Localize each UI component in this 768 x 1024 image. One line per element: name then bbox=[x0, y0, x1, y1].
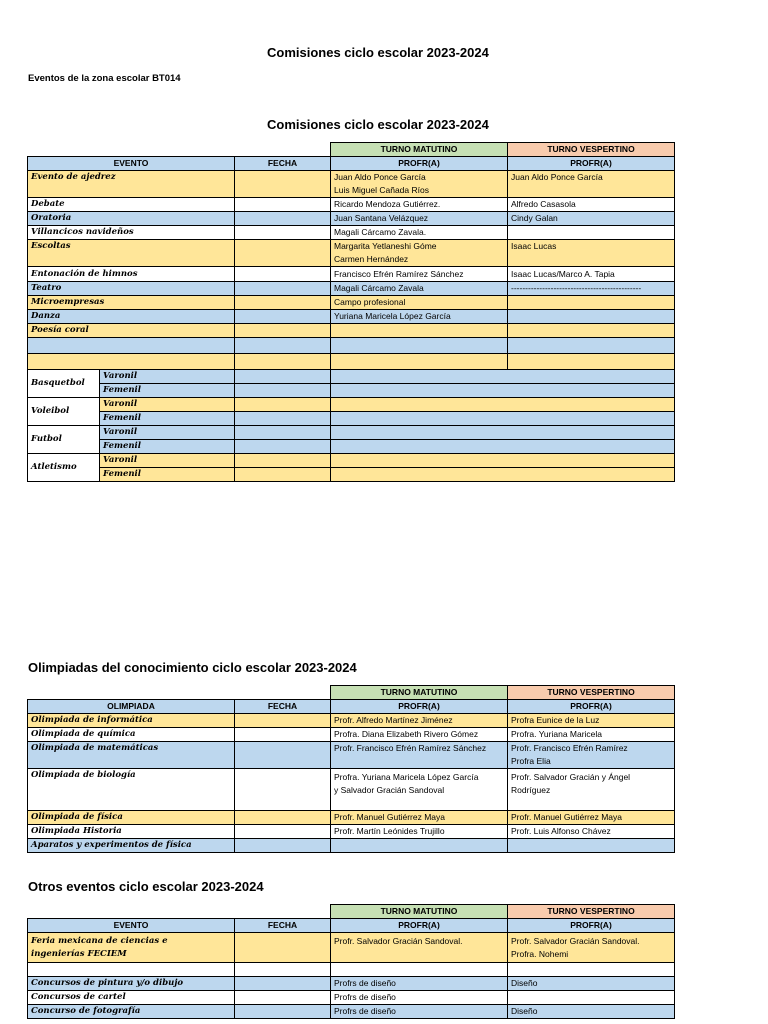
table-row bbox=[28, 310, 675, 324]
fecha-cell bbox=[235, 370, 331, 384]
profr-vespertino-cell bbox=[508, 991, 675, 1005]
fecha-cell bbox=[235, 296, 331, 310]
evento-line: ingenierías FECIEM bbox=[31, 949, 127, 959]
table-row bbox=[28, 296, 675, 310]
col-profr-matutino: PROFR(A) bbox=[331, 919, 508, 933]
profr-name: Margarita Yetlaneshi Góme bbox=[334, 241, 437, 251]
profr-matutino-cell: Yuriana Maricela López García bbox=[331, 310, 508, 324]
profr-name: Profr. Salvador Gracián y Ángel bbox=[511, 772, 631, 782]
profr-vespertino-cell: Cindy Galan bbox=[508, 212, 675, 226]
profr-vespertino-cell: Isaac Lucas/Marco A. Tapia bbox=[508, 267, 675, 282]
profr-matutino-cell: Profrs de diseño bbox=[331, 1005, 508, 1019]
fecha-cell bbox=[235, 240, 331, 267]
profr-vespertino-cell: Diseño bbox=[508, 1005, 675, 1019]
fecha-cell bbox=[235, 977, 331, 991]
table-row bbox=[28, 728, 675, 742]
col-fecha: FECHA bbox=[235, 919, 331, 933]
olimpiada-cell: Aparatos y experimentos de física bbox=[28, 839, 235, 853]
olimpiada-cell: Olimpiada de informática bbox=[28, 714, 235, 728]
turno-matutino-header: TURNO MATUTINO bbox=[331, 686, 508, 700]
fecha-cell bbox=[235, 226, 331, 240]
fecha-cell bbox=[235, 714, 331, 728]
table-row bbox=[28, 267, 675, 282]
col-profr-matutino: PROFR(A) bbox=[331, 700, 508, 714]
table-row bbox=[28, 398, 675, 412]
profr-vespertino-cell: Profra Eunice de la Luz bbox=[508, 714, 675, 728]
profr-matutino-cell: Campo profesional bbox=[331, 296, 508, 310]
femenil-cell: Femenil bbox=[100, 468, 235, 482]
evento-cell bbox=[28, 963, 235, 977]
profr-matutino-cell: Profrs de diseño bbox=[331, 991, 508, 1005]
table-row bbox=[28, 171, 675, 198]
profr-name: Profr. Francisco Efrén Ramírez bbox=[511, 743, 628, 753]
fecha-cell bbox=[235, 769, 331, 811]
evento-line: Feria mexicana de ciencias e bbox=[31, 936, 168, 946]
profr-vespertino-cell bbox=[508, 963, 675, 977]
evento-cell: Entonación de himnos bbox=[28, 267, 235, 282]
profr-matutino-cell bbox=[331, 769, 508, 811]
profr-matutino-cell: Magali Cárcamo Zavala bbox=[331, 282, 508, 296]
profr-vespertino-cell bbox=[508, 742, 675, 769]
profr-cell bbox=[331, 384, 675, 398]
varonil-cell: Varonil bbox=[100, 454, 235, 468]
table-row bbox=[28, 338, 675, 354]
col-fecha: FECHA bbox=[235, 157, 331, 171]
profr-matutino-cell: Profr. Manuel Gutiérrez Maya bbox=[331, 811, 508, 825]
fecha-cell bbox=[235, 384, 331, 398]
page-title: Comisiones ciclo escolar 2023-2024 bbox=[267, 45, 489, 60]
evento-cell bbox=[28, 338, 235, 354]
profr-cell bbox=[331, 398, 675, 412]
profr-cell bbox=[331, 440, 675, 454]
profr-matutino-cell: Profr. Martín Leónides Trujillo bbox=[331, 825, 508, 839]
table-row bbox=[28, 468, 675, 482]
evento-cell: Poesía coral bbox=[28, 324, 235, 338]
table-row bbox=[28, 839, 675, 853]
profr-vespertino-cell: Profr. Manuel Gutiérrez Maya bbox=[508, 811, 675, 825]
profr-matutino-cell: Profrs de diseño bbox=[331, 977, 508, 991]
femenil-cell: Femenil bbox=[100, 384, 235, 398]
col-profr-vespertino: PROFR(A) bbox=[508, 700, 675, 714]
table-row bbox=[28, 454, 675, 468]
fecha-cell bbox=[235, 933, 331, 963]
fecha-cell bbox=[235, 282, 331, 296]
femenil-cell: Femenil bbox=[100, 412, 235, 426]
fecha-cell bbox=[235, 354, 331, 370]
evento-cell: Debate bbox=[28, 198, 235, 212]
olimpiadas-table bbox=[27, 685, 675, 853]
sport-name: Voleibol bbox=[28, 398, 100, 426]
otros-title: Otros eventos ciclo escolar 2023-2024 bbox=[28, 879, 264, 894]
fecha-cell bbox=[235, 825, 331, 839]
table-row bbox=[28, 991, 675, 1005]
profr-vespertino-cell bbox=[508, 296, 675, 310]
evento-cell bbox=[28, 933, 235, 963]
table-row bbox=[28, 412, 675, 426]
sport-name: Basquetbol bbox=[28, 370, 100, 398]
profr-matutino-cell bbox=[331, 354, 508, 370]
fecha-cell bbox=[235, 212, 331, 226]
table-row bbox=[28, 324, 675, 338]
profr-vespertino-cell: Isaac Lucas bbox=[508, 240, 675, 267]
comisiones-title: Comisiones ciclo escolar 2023-2024 bbox=[267, 117, 489, 132]
profr-cell bbox=[331, 454, 675, 468]
table-row bbox=[28, 384, 675, 398]
varonil-cell: Varonil bbox=[100, 426, 235, 440]
fecha-cell bbox=[235, 742, 331, 769]
blank-cell bbox=[28, 143, 235, 157]
table-row bbox=[28, 426, 675, 440]
olimpiada-cell: Olimpiada de física bbox=[28, 811, 235, 825]
olimpiada-cell: Olimpiada de matemáticas bbox=[28, 742, 235, 769]
col-evento: EVENTO bbox=[28, 157, 235, 171]
col-fecha: FECHA bbox=[235, 700, 331, 714]
profr-cell bbox=[331, 370, 675, 384]
olimpiada-cell: Olimpiada de biología bbox=[28, 769, 235, 811]
sport-name: Futbol bbox=[28, 426, 100, 454]
table-row bbox=[28, 977, 675, 991]
col-olimpiada: OLIMPIADA bbox=[28, 700, 235, 714]
evento-cell: Concursos de pintura y/o dibujo bbox=[28, 977, 235, 991]
profr-name: Juan Aldo Ponce García bbox=[334, 172, 426, 182]
profr-vespertino-cell bbox=[508, 310, 675, 324]
sport-name: Atletismo bbox=[28, 454, 100, 482]
profr-matutino-cell: Profr. Francisco Efrén Ramírez Sánchez bbox=[331, 742, 508, 769]
table-row bbox=[28, 354, 675, 370]
table-row bbox=[28, 1005, 675, 1019]
profr-vespertino-cell: Diseño bbox=[508, 977, 675, 991]
profr-matutino-cell: Juan Santana Velázquez bbox=[331, 212, 508, 226]
table-row bbox=[28, 933, 675, 963]
profr-matutino-cell: Profra. Diana Elizabeth Rivero Gómez bbox=[331, 728, 508, 742]
evento-cell: Villancicos navideños bbox=[28, 226, 235, 240]
turno-vespertino-header: TURNO VESPERTINO bbox=[508, 905, 675, 919]
table-row bbox=[28, 282, 675, 296]
profr-vespertino-cell bbox=[508, 226, 675, 240]
profr-vespertino-cell: Alfredo Casasola bbox=[508, 198, 675, 212]
profr-vespertino-cell bbox=[508, 324, 675, 338]
profr-name: Rodríguez bbox=[511, 785, 551, 795]
profr-matutino-cell: Francisco Efrén Ramírez Sánchez bbox=[331, 267, 508, 282]
table-row bbox=[28, 769, 675, 811]
blank-cell bbox=[235, 143, 331, 157]
profr-name: Carmen Hernández bbox=[334, 254, 409, 264]
table-row bbox=[28, 198, 675, 212]
fecha-cell bbox=[235, 991, 331, 1005]
turno-matutino-header: TURNO MATUTINO bbox=[331, 905, 508, 919]
profr-vespertino-cell bbox=[508, 354, 675, 370]
profr-vespertino-cell: Profr. Luis Alfonso Chávez bbox=[508, 825, 675, 839]
blank-cell bbox=[235, 686, 331, 700]
profr-vespertino-cell bbox=[508, 769, 675, 811]
profr-matutino-cell bbox=[331, 324, 508, 338]
evento-cell: Oratoria bbox=[28, 212, 235, 226]
fecha-cell bbox=[235, 440, 331, 454]
profr-matutino-cell bbox=[331, 839, 508, 853]
femenil-cell: Femenil bbox=[100, 440, 235, 454]
olimpiadas-title: Olimpiadas del conocimiento ciclo escolar 2023-2024 bbox=[28, 660, 357, 675]
table-row bbox=[28, 963, 675, 977]
varonil-cell: Varonil bbox=[100, 370, 235, 384]
turno-vespertino-header: TURNO VESPERTINO bbox=[508, 143, 675, 157]
varonil-cell: Varonil bbox=[100, 398, 235, 412]
fecha-cell bbox=[235, 412, 331, 426]
profr-matutino-cell: Magali Cárcamo Zavala. bbox=[331, 226, 508, 240]
profr-name: Profra. Nohemi bbox=[511, 949, 569, 959]
fecha-cell bbox=[235, 1005, 331, 1019]
evento-cell bbox=[28, 354, 235, 370]
profr-matutino-cell: Profr. Alfredo Martínez Jiménez bbox=[331, 714, 508, 728]
col-profr-vespertino: PROFR(A) bbox=[508, 919, 675, 933]
turno-matutino-header: TURNO MATUTINO bbox=[331, 143, 508, 157]
profr-name: Profra Elia bbox=[511, 756, 551, 766]
profr-vespertino-cell bbox=[508, 338, 675, 354]
fecha-cell bbox=[235, 454, 331, 468]
table-row bbox=[28, 811, 675, 825]
evento-cell: Escoltas bbox=[28, 240, 235, 267]
col-evento: EVENTO bbox=[28, 919, 235, 933]
fecha-cell bbox=[235, 338, 331, 354]
table-row bbox=[28, 240, 675, 267]
col-profr-matutino: PROFR(A) bbox=[331, 157, 508, 171]
profr-matutino-cell bbox=[331, 240, 508, 267]
profr-name: Profr. Salvador Gracián Sandoval. bbox=[511, 936, 640, 946]
table-row bbox=[28, 825, 675, 839]
table-row bbox=[28, 370, 675, 384]
profr-matutino-cell: Profr. Salvador Gracián Sandoval. bbox=[331, 933, 508, 963]
fecha-cell bbox=[235, 198, 331, 212]
fecha-cell bbox=[235, 398, 331, 412]
evento-cell: Teatro bbox=[28, 282, 235, 296]
profr-matutino-cell: Ricardo Mendoza Gutiérrez. bbox=[331, 198, 508, 212]
evento-cell: Concursos de cartel bbox=[28, 991, 235, 1005]
col-profr-vespertino: PROFR(A) bbox=[508, 157, 675, 171]
evento-cell: Evento de ajedrez bbox=[28, 171, 235, 198]
evento-cell: Concurso de fotografía bbox=[28, 1005, 235, 1019]
fecha-cell bbox=[235, 963, 331, 977]
evento-cell: Danza bbox=[28, 310, 235, 324]
fecha-cell bbox=[235, 468, 331, 482]
profr-name: y Salvador Gracián Sandoval bbox=[334, 785, 445, 795]
table-row bbox=[28, 226, 675, 240]
turno-vespertino-header: TURNO VESPERTINO bbox=[508, 686, 675, 700]
profr-cell bbox=[331, 426, 675, 440]
profr-cell bbox=[331, 468, 675, 482]
olimpiada-cell: Olimpiada Historia bbox=[28, 825, 235, 839]
fecha-cell bbox=[235, 728, 331, 742]
table-row bbox=[28, 440, 675, 454]
fecha-cell bbox=[235, 839, 331, 853]
blank-cell bbox=[28, 905, 235, 919]
table-row bbox=[28, 742, 675, 769]
profr-vespertino-cell bbox=[508, 839, 675, 853]
profr-vespertino-cell: Juan Aldo Ponce García bbox=[508, 171, 675, 198]
profr-cell bbox=[331, 412, 675, 426]
profr-matutino-cell bbox=[331, 338, 508, 354]
blank-cell bbox=[235, 905, 331, 919]
zone-label: Eventos de la zona escolar BT014 bbox=[28, 73, 181, 84]
evento-cell: Microempresas bbox=[28, 296, 235, 310]
table-row bbox=[28, 212, 675, 226]
table-row bbox=[28, 714, 675, 728]
fecha-cell bbox=[235, 324, 331, 338]
profr-vespertino-cell: ---------------------------------------------- bbox=[508, 282, 675, 296]
blank-cell bbox=[28, 686, 235, 700]
fecha-cell bbox=[235, 171, 331, 198]
fecha-cell bbox=[235, 811, 331, 825]
otros-table bbox=[27, 904, 675, 1019]
olimpiada-cell: Olimpiada de química bbox=[28, 728, 235, 742]
profr-vespertino-cell: Profra. Yuriana Maricela bbox=[508, 728, 675, 742]
comisiones-table bbox=[27, 142, 675, 482]
fecha-cell bbox=[235, 310, 331, 324]
fecha-cell bbox=[235, 267, 331, 282]
profr-name: Luis Miguel Cañada Ríos bbox=[334, 185, 429, 195]
fecha-cell bbox=[235, 426, 331, 440]
profr-matutino-cell bbox=[331, 963, 508, 977]
profr-name: Profra. Yuriana Maricela López García bbox=[334, 772, 479, 782]
profr-vespertino-cell bbox=[508, 933, 675, 963]
profr-matutino-cell bbox=[331, 171, 508, 198]
